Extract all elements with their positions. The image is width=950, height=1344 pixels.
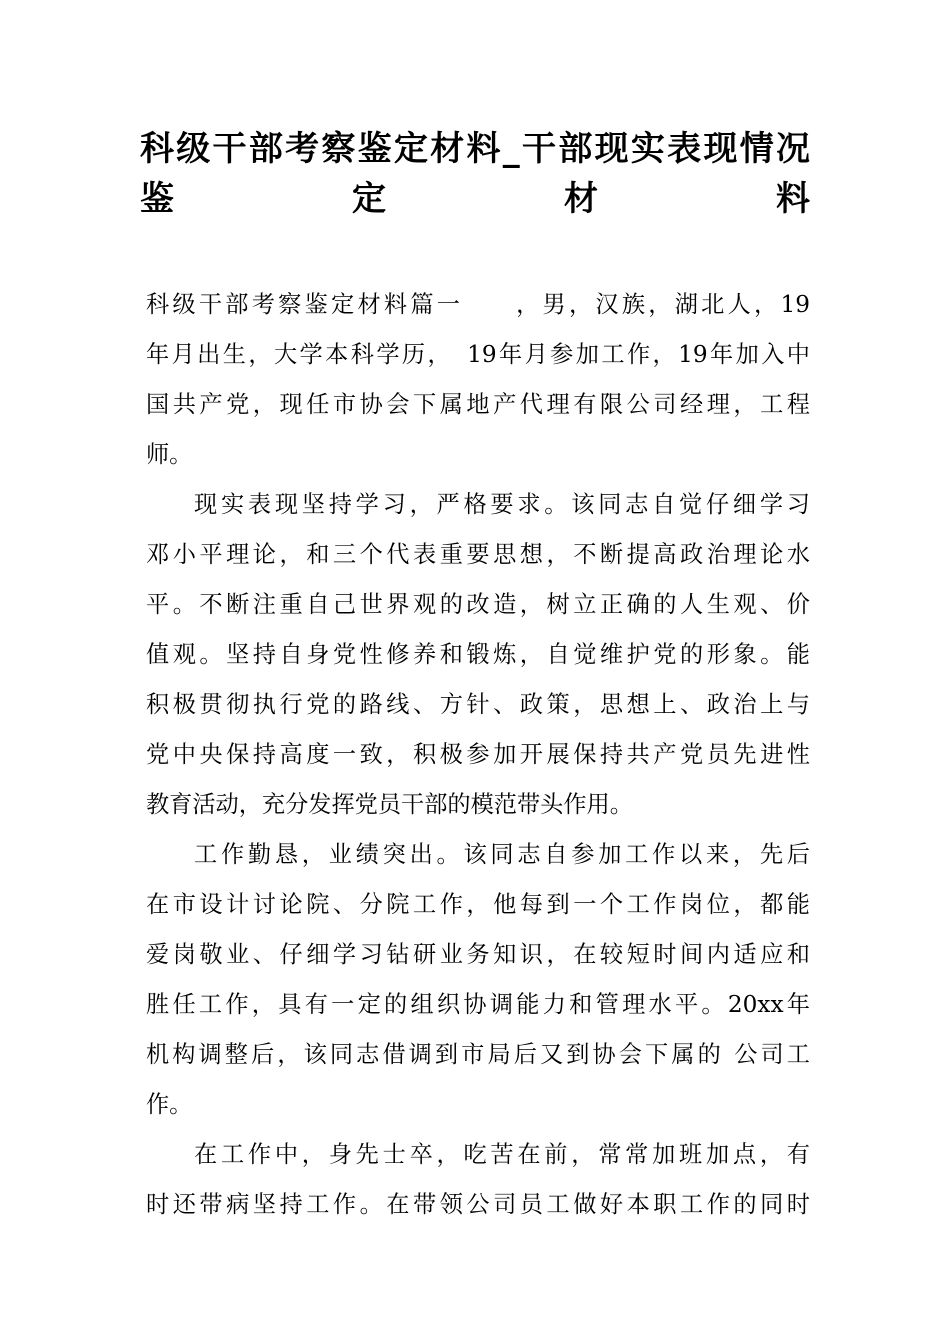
text-line: 科级干部考察鉴定材料篇一 ，男，汉族，湖北人，19 <box>146 291 810 318</box>
text-line: 值观。坚持自身党性修养和锻炼，自觉维护党的形象。能 <box>146 641 810 668</box>
title-line: 科级干部考察鉴定材料_干部现实表现情况 <box>140 129 810 169</box>
text-line: 国共产党，现任市协会下属地产代理有限公司经理，工程 <box>146 391 810 418</box>
paragraph-4 <box>146 1130 810 1230</box>
text-line: 邓小平理论，和三个代表重要思想，不断提高政治理论水 <box>146 541 810 568</box>
document-body <box>146 280 810 1230</box>
text-line: 工作勤恳，业绩突出。该同志自参加工作以来，先后 <box>194 841 810 868</box>
text-line: 在市设计讨论院、分院工作，他每到一个工作岗位，都能 <box>146 891 810 918</box>
text-line: 师。 <box>146 441 193 468</box>
text-line: 机构调整后，该同志借调到市局后又到协会下属的 公司工 <box>146 1041 810 1068</box>
text-line: 胜任工作，具有一定的组织协调能力和管理水平。20xx年 <box>146 991 810 1018</box>
text-line: 积极贯彻执行党的路线、方针、政策，思想上、政治上与 <box>146 691 810 718</box>
text-line: 现实表现坚持学习，严格要求。该同志自觉仔细学习 <box>194 491 810 518</box>
text-line: 党中央保持高度一致，积极参加开展保持共产党员先进性 <box>146 741 810 768</box>
text-line: 年月出生，大学本科学历， 19年月参加工作，19年加入中 <box>146 341 810 368</box>
paragraph-2 <box>146 480 810 830</box>
text-line: 时还带病坚持工作。在带领公司员工做好本职工作的同时 <box>146 1191 810 1218</box>
text-line: 在工作中，身先士卒，吃苦在前，常常加班加点，有 <box>194 1141 810 1168</box>
text-line: 教育活动，充分发挥党员干部的模范带头作用。 <box>146 791 633 818</box>
text-line: 平。不断注重自己世界观的改造，树立正确的人生观、价 <box>146 591 810 618</box>
text-line: 爱岗敬业、仔细学习钻研业务知识，在较短时间内适应和 <box>146 941 810 968</box>
document-title <box>140 124 810 224</box>
paragraph-3 <box>146 830 810 1130</box>
paragraph-1 <box>146 280 810 480</box>
text-line: 作。 <box>146 1091 193 1118</box>
title-line: 鉴定材料 <box>140 179 810 219</box>
